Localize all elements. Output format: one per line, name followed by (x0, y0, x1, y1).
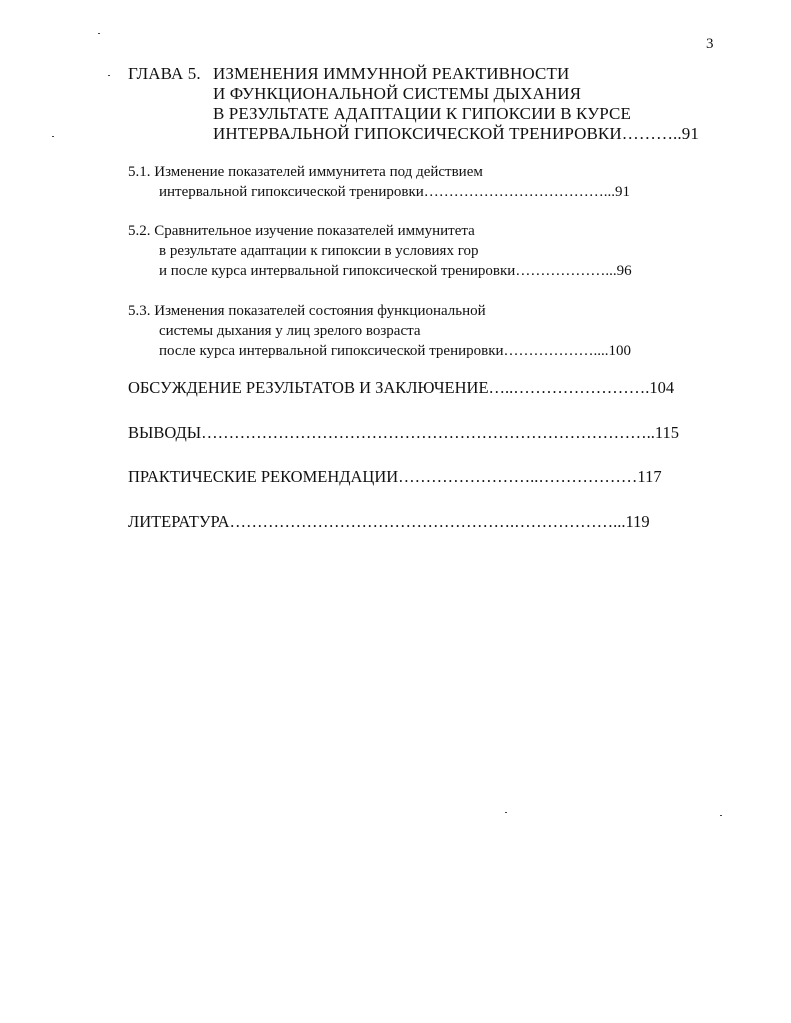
section-line: 5.3. Изменения показателей состояния функциональной (128, 303, 486, 319)
chapter-title-line: В РЕЗУЛЬТАТЕ АДАПТАЦИИ К ГИПОКСИИ В КУРСЕ (213, 104, 631, 123)
chapter-title-line: ИЗМЕНЕНИЯ ИММУННОЙ РЕАКТИВНОСТИ (213, 64, 570, 83)
toc-entry-conclusions: ВЫВОДЫ………………………………………………………………………..115 (128, 423, 680, 442)
chapter-title-line: ИНТЕРВАЛЬНОЙ ГИПОКСИЧЕСКОЙ ТРЕНИРОВКИ………..91 (213, 124, 699, 143)
toc-entry-recommendations: ПРАКТИЧЕСКИЕ РЕКОМЕНДАЦИИ……………………..………………117 (128, 467, 662, 486)
page-number: 3 (706, 36, 714, 52)
toc-entry-literature: ЛИТЕРАТУРА…………………………………………….………………...119 (128, 512, 650, 531)
section-line: 5.2. Сравнительное изучение показателей иммунитета (128, 223, 475, 239)
chapter-label: ГЛАВА 5. (128, 64, 201, 83)
toc-entry-discussion: ОБСУЖДЕНИЕ РЕЗУЛЬТАТОВ И ЗАКЛЮЧЕНИЕ…..…………………….104 (128, 378, 675, 397)
section-line: системы дыхания у лиц зрелого возраста (159, 323, 421, 339)
section-line: в результате адаптации к гипоксии в условиях гор (159, 243, 479, 259)
scan-speck (52, 136, 54, 137)
scan-speck (98, 33, 100, 34)
scan-speck (505, 812, 507, 813)
scan-speck (108, 75, 110, 76)
section-line: интервальной гипоксической тренировки………………………………...91 (159, 184, 631, 200)
section-line: и после курса интервальной гипоксической тренировки………………...96 (159, 263, 632, 279)
chapter-title-line: И ФУНКЦИОНАЛЬНОЙ СИСТЕМЫ ДЫХАНИЯ (213, 84, 582, 103)
section-line: после курса интервальной гипоксической тренировки………………....100 (159, 343, 632, 359)
scan-speck (720, 815, 722, 816)
section-line: 5.1. Изменение показателей иммунитета под действием (128, 164, 483, 180)
